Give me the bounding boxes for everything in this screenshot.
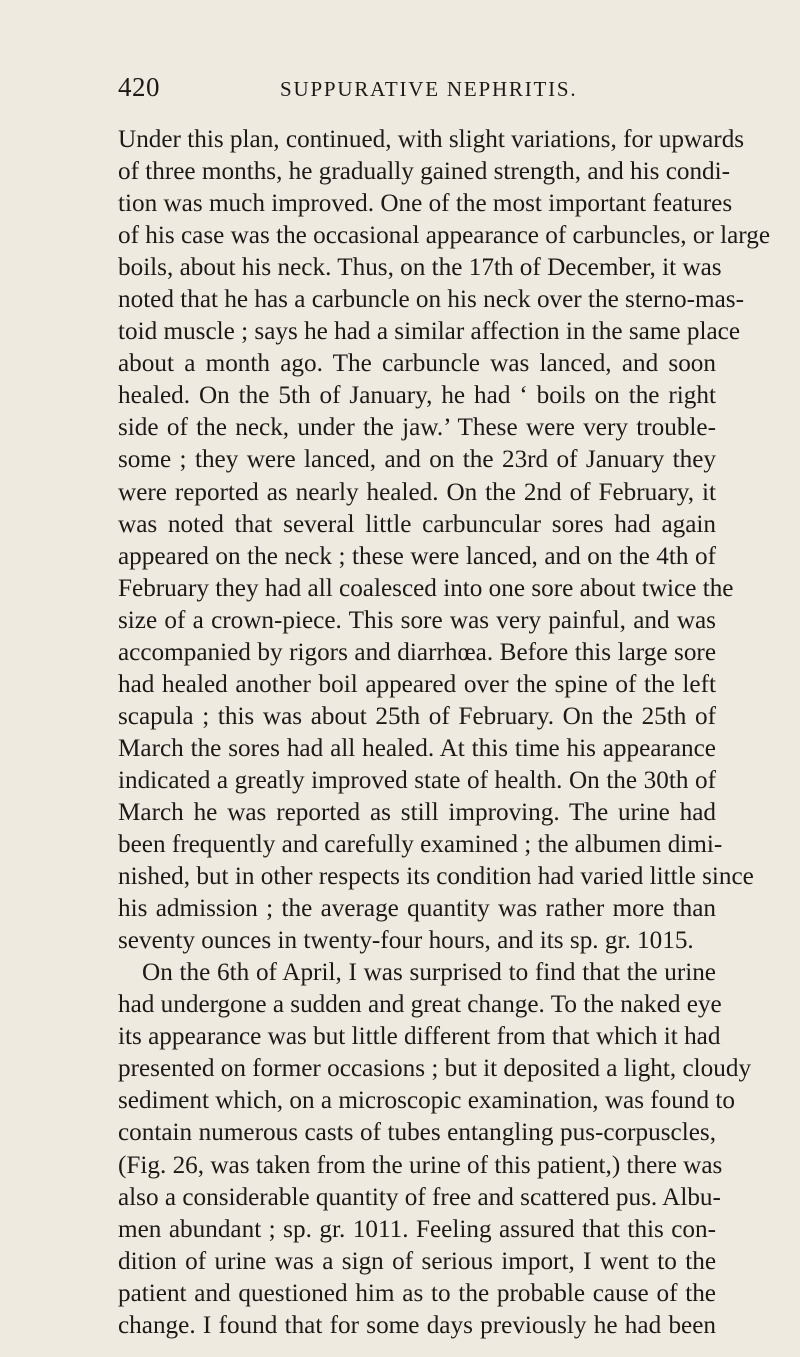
text-line: Under this plan, continued, with slight variations, for upwards — [118, 126, 745, 153]
text-line: patient and questioned him as to the probable cause of the — [118, 1279, 716, 1307]
text-line: nished, but in other respects its condition had varied little since — [118, 863, 754, 891]
text-line: March the sores had all healed. At this time his appearance — [118, 734, 716, 762]
text-line: been frequently and carefully examined ; the albumen dimi- — [118, 831, 723, 859]
text-line: healed. On the 5th of January, he had ‘ boils on the right — [118, 382, 716, 410]
text-line: size of a crown-piece. This sore was very painful, and was — [118, 606, 716, 634]
text-line: boils, about his neck. Thus, on the 17th of December, it was — [118, 254, 722, 282]
text-line: (Fig. 26, was taken from the urine of this patient,) there was — [118, 1151, 723, 1179]
text-line: accompanied by rigors and diarrhœa. Before this large sore — [118, 638, 716, 666]
text-line: had undergone a sudden and great change. To the naked eye — [118, 991, 722, 1019]
text-line: was noted that several little carbuncular sores had again — [118, 510, 716, 538]
text-line: his admission ; the average quantity was rather more than — [118, 895, 716, 923]
text-line: about a month ago. The carbuncle was lanced, and soon — [118, 350, 716, 378]
text-line: toid muscle ; says he had a similar affection in the same place — [118, 318, 741, 346]
text-line: sediment which, on a microscopic examination, was found to — [118, 1087, 735, 1115]
text-line: presented on former occasions ; but it deposited a light, cloudy — [118, 1055, 752, 1083]
text-line: scapula ; this was about 25th of February. On the 25th of — [118, 702, 716, 730]
body-text — [118, 124, 770, 1342]
running-head — [118, 72, 716, 112]
text-line: indicated a greatly improved state of health. On the 30th of — [118, 766, 716, 794]
text-line: February they had all coalesced into one sore about twice the — [118, 574, 734, 602]
text-line: of his case was the occasional appearance of carbuncles, or large — [118, 222, 770, 250]
running-title: SUPPURATIVE NEPHRITIS. — [280, 77, 578, 101]
text-line: had healed another boil appeared over the spine of the left — [118, 670, 716, 698]
text-line: appeared on the neck ; these were lanced, and on the 4th of — [118, 542, 716, 570]
text-line: were reported as nearly healed. On the 2nd of February, it — [118, 478, 716, 506]
text-line: men abundant ; sp. gr. 1011. Feeling assured that this con- — [118, 1215, 716, 1243]
text-line: contain numerous casts of tubes entangling pus-corpuscles, — [118, 1119, 716, 1147]
paragraph-last-line: seventy ounces in twenty-four hours, and its sp. gr. 1015. — [118, 927, 694, 955]
text-line: change. I found that for some days previously he had been — [118, 1311, 716, 1339]
text-line: tion was much improved. One of the most important features — [118, 190, 733, 218]
text-line: also a considerable quantity of free and scattered pus. Albu- — [118, 1183, 721, 1211]
page-number: 420 — [118, 72, 160, 102]
text-line: March he was reported as still improving. The urine had — [118, 798, 716, 826]
text-line: its appearance was but little different from that which it had — [118, 1023, 721, 1051]
paragraph-first-line: On the 6th of April, I was surprised to find that the urine — [142, 959, 716, 987]
text-line: dition of urine was a sign of serious import, I went to the — [118, 1247, 716, 1275]
text-line: side of the neck, under the jaw.’ These were very trouble- — [118, 414, 716, 442]
text-line: of three months, he gradually gained strength, and his condi- — [118, 158, 731, 186]
text-line: noted that he has a carbuncle on his neck over the sterno-mas- — [118, 286, 744, 314]
text-line: some ; they were lanced, and on the 23rd of January they — [118, 446, 716, 474]
